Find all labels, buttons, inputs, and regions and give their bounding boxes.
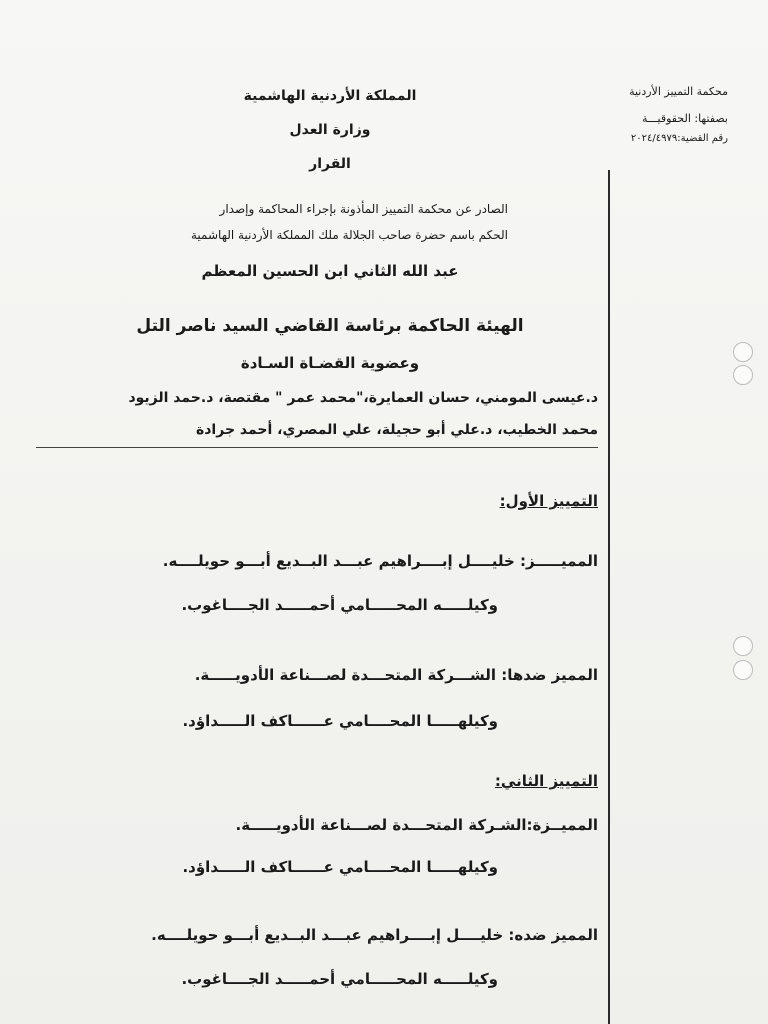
issued-line-2: الحكم باسم حضرة صاحب الجلالة ملك المملكة الأردنية الهاشمية (190, 228, 508, 242)
first-respondent: المميز ضدها: الشـــركة المتحـــدة لصـــناعة الأدويـــــة. (194, 666, 598, 684)
punch-hole (733, 365, 753, 385)
second-respondent-counsel: وكيلـــــه المحـــــامي أحمـــــد الجــــاغوب. (181, 970, 498, 988)
header-divider (36, 447, 598, 448)
decision-title: القرار (309, 156, 351, 172)
second-appellant-counsel: وكيلهـــــا المحــــامي عــــــاكف الـــــداؤد. (182, 858, 498, 876)
second-respondent: المميز ضده: خليــــل إبــــراهيم عبـــد البــديع أبـــو حويلــــه. (151, 926, 598, 944)
first-appellant-counsel: وكيلـــــه المحـــــامي أحمـــــد الجــــاغوب. (181, 596, 498, 614)
judges-line-2: محمد الخطيب، د.علي أبو حجيلة، علي المصري، أحمد جرادة (195, 422, 598, 438)
court-capacity: بصفتها: الحقوقيـــة (641, 112, 728, 125)
panel-head: الهيئة الحاكمة برئاسة القاضي السيد ناصر التل (136, 316, 524, 336)
second-appeal-title: التمييز الثاني: (494, 772, 598, 790)
kingdom-title: المملكة الأردنية الهاشمية (243, 88, 417, 104)
court-name: محكمة التمييز الأردنية (629, 85, 728, 98)
issued-line-1: الصادر عن محكمة التمييز المأذونة بإجراء المحاكمة وإصدار (219, 202, 508, 216)
case-number: رقم القضية:٢٠٢٤/٤٩٧٩ (630, 133, 728, 144)
ministry-title: وزارة العدل (289, 122, 371, 138)
punch-hole (733, 660, 753, 680)
panel-membership: وعضوية القضـاة السـادة (240, 354, 420, 372)
judges-line-1: د.عيسى المومني، حسان العمايرة،"محمد عمر " مقتصة، د.حمد الزيود (128, 390, 598, 406)
margin-rule (608, 170, 610, 1024)
second-appellant: المميــزة:الشـركة المتحـــدة لصـــناعة الأدويـــــة. (235, 816, 598, 834)
punch-hole (733, 342, 753, 362)
king-name: عبد الله الثاني ابن الحسين المعظم (201, 262, 459, 280)
punch-hole (733, 636, 753, 656)
side-court-info (629, 84, 728, 146)
first-appellant: المميـــــز: خليــــل إبــــراهيم عبـــد البــديع أبـــو حويلــــه. (162, 552, 598, 570)
first-appeal-title: التمييز الأول: (499, 492, 598, 510)
first-respondent-counsel: وكيلهـــــا المحــــامي عــــــاكف الـــــداؤد. (182, 712, 498, 730)
